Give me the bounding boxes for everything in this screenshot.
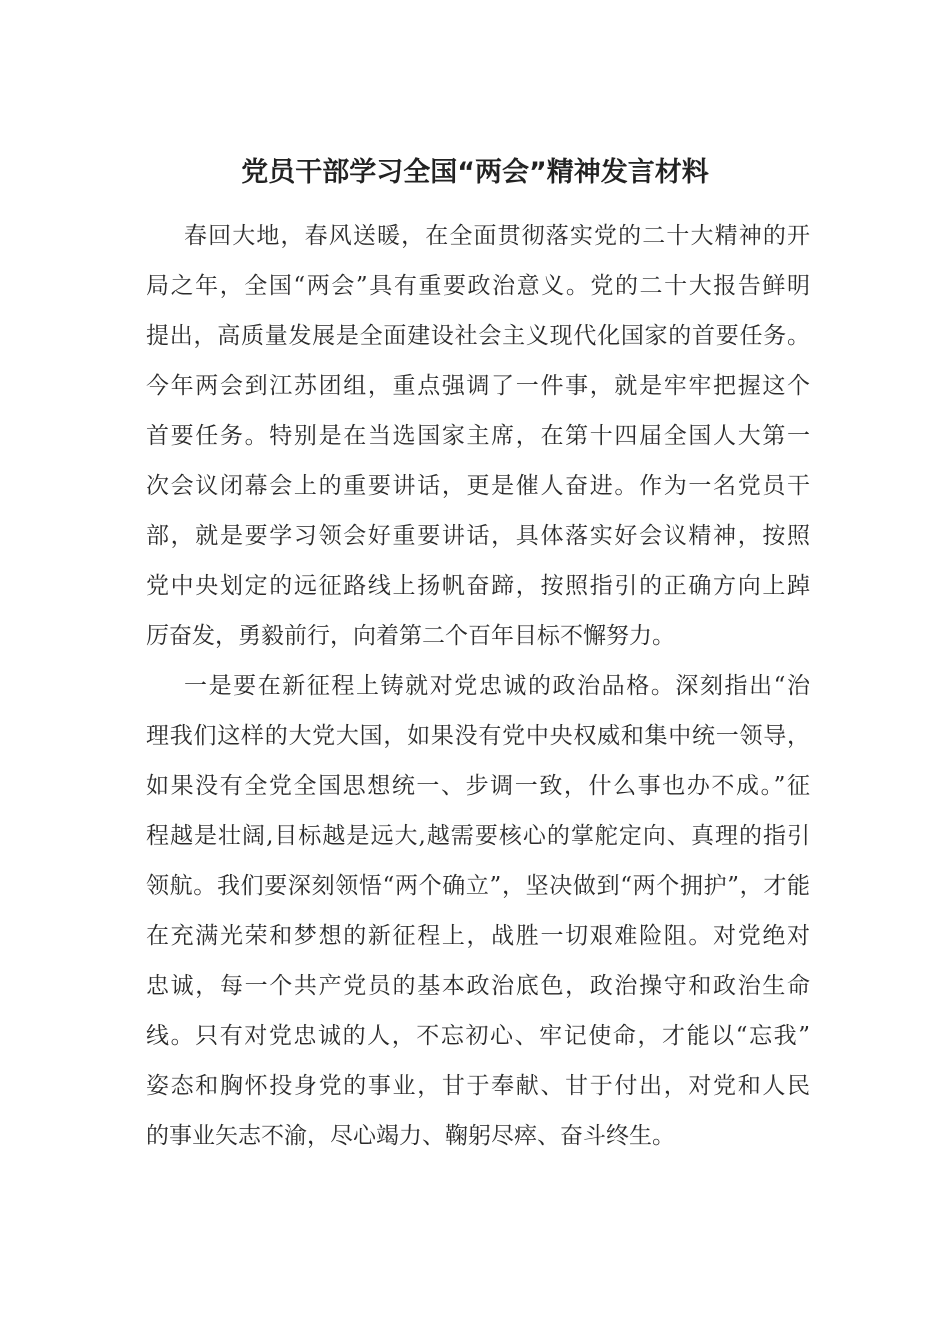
- document-body: [146, 211, 810, 1161]
- text-line: 厉奋发，勇毅前行，向着第二个百年目标不懈努力。: [146, 623, 675, 649]
- text-line: 在充满光荣和梦想的新征程上，战胜一切艰难险阻。对党绝对: [146, 923, 810, 949]
- text-line: 次会议闭幕会上的重要讲话，更是催人奋进。作为一名党员干: [146, 473, 810, 499]
- text-line: 春回大地，春风送暖，在全面贯彻落实党的二十大精神的开: [184, 223, 810, 249]
- paragraph-intro: [146, 211, 810, 661]
- text-line: 忠诚，每一个共产党员的基本政治底色，政治操守和政治生命: [146, 973, 810, 999]
- text-line: 提出，高质量发展是全面建设社会主义现代化国家的首要任务。: [146, 323, 810, 349]
- text-line: 领航。我们要深刻领悟“两个确立”，坚决做到“两个拥护”，才能: [146, 873, 810, 899]
- text-line: 首要任务。特别是在当选国家主席，在第十四届全国人大第一: [146, 423, 810, 449]
- document-title: 党员干部学习全国“两会”精神发言材料: [241, 157, 709, 188]
- text-line: 局之年，全国“两会”具有重要政治意义。党的二十大报告鲜明: [146, 273, 810, 299]
- text-line: 姿态和胸怀投身党的事业，甘于奉献、甘于付出，对党和人民: [146, 1073, 810, 1099]
- text-line: 理我们这样的大党大国，如果没有党中央权威和集中统一领导，: [146, 723, 810, 749]
- text-line: 一是要在新征程上铸就对党忠诚的政治品格。深刻指出“治: [184, 673, 810, 699]
- text-line: 今年两会到江苏团组，重点强调了一件事，就是牢牢把握这个: [146, 373, 810, 399]
- paragraph-point-one: [146, 661, 810, 1161]
- text-line: 线。只有对党忠诚的人，不忘初心、牢记使命，才能以“忘我”: [146, 1023, 810, 1049]
- text-line: 部，就是要学习领会好重要讲话，具体落实好会议精神，按照: [146, 523, 810, 549]
- text-line: 程越是壮阔,目标越是远大,越需要核心的掌舵定向、真理的指引: [146, 823, 810, 849]
- text-line: 如果没有全党全国思想统一、步调一致，什么事也办不成。”征: [146, 773, 810, 799]
- text-line: 的事业矢志不渝，尽心竭力、鞠躬尽瘁、奋斗终生。: [146, 1123, 675, 1149]
- text-line: 党中央划定的远征路线上扬帆奋蹄，按照指引的正确方向上踔: [146, 573, 810, 599]
